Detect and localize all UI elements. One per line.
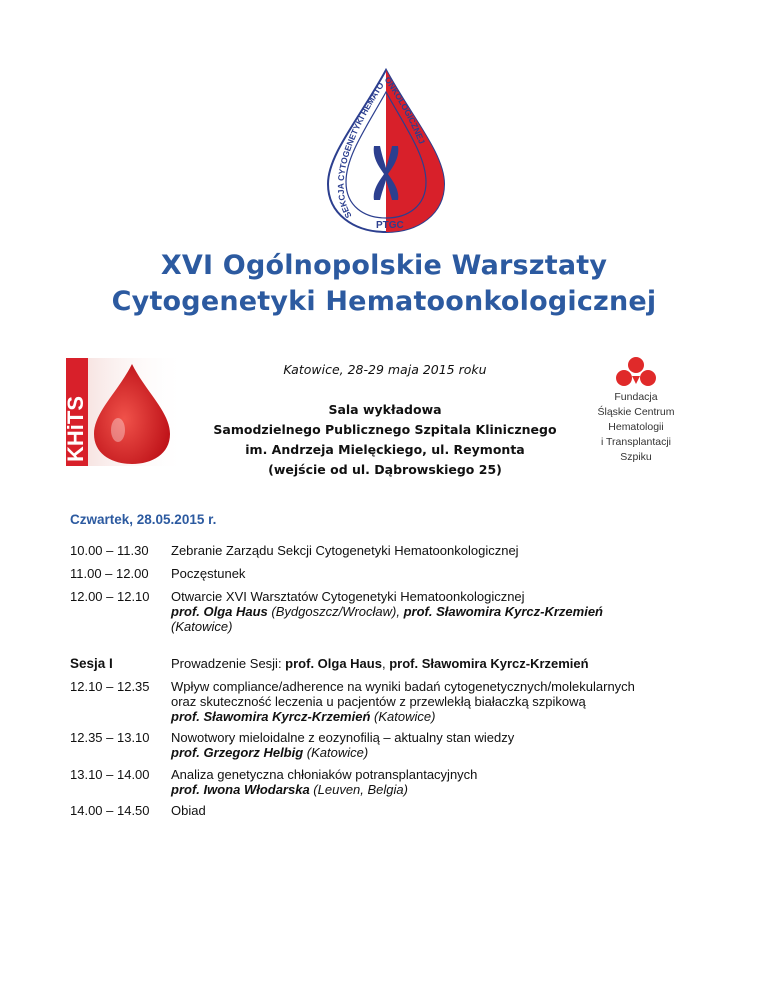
ptgc-text: PTGC: [376, 220, 404, 231]
program-title: Poczęstunek: [171, 566, 246, 581]
program-time: 14.00 – 14.50: [70, 803, 150, 818]
session-chairs: Prowadzenie Sesji: prof. Olga Haus, prof. Sławomira Kyrcz-Krzemień: [171, 656, 589, 671]
khits-text: KHiTS: [63, 396, 88, 462]
logo-ring-text: SEKCJA CYTOGENETYKI HEMATOONKOLOGICZNEJ: [335, 74, 428, 221]
program-speaker: prof. Iwona Włodarska (Leuven, Belgia): [171, 782, 408, 797]
program-title: Obiad: [171, 803, 206, 818]
program-place: (Katowice): [171, 619, 233, 634]
venue-line: Samodzielnego Publicznego Szpitala Klinicznego: [213, 422, 557, 437]
venue-line: im. Andrzeja Mielęckiego, ul. Reymonta: [245, 442, 525, 457]
session-label: Sesja I: [70, 656, 113, 671]
fundacja-name: Fundacja Śląskie Centrum Hematologii i Transplantacji Szpiku: [597, 391, 675, 463]
venue-address: [190, 400, 580, 480]
program-speakers: prof. Olga Haus (Bydgoszcz/Wrocław), prof. Sławomira Kyrcz-Krzemień: [171, 604, 603, 619]
program-time: 13.10 – 14.00: [70, 767, 150, 782]
day-heading: Czwartek, 28.05.2015 r.: [70, 512, 217, 527]
sekcja-cytogenetyki-logo: [322, 66, 450, 234]
program-time: 12.00 – 12.10: [70, 589, 150, 604]
program-title: Otwarcie XVI Warsztatów Cytogenetyki Hematoonkologicznej: [171, 589, 525, 604]
page-title-line1: XVI Ogólnopolskie Warsztaty: [160, 250, 608, 281]
program-speaker: prof. Sławomira Kyrcz-Krzemień (Katowice): [171, 709, 436, 724]
program-time: 12.35 – 13.10: [70, 730, 150, 745]
venue-line: (wejście od ul. Dąbrowskiego 25): [268, 462, 502, 477]
fundacja-logo-icon: [612, 356, 666, 388]
khits-logo: [63, 358, 186, 466]
program-title: Zebranie Zarządu Sekcji Cytogenetyki Hematoonkologicznej: [171, 543, 519, 558]
program-time: 11.00 – 12.00: [70, 566, 149, 581]
page-title-line2: Cytogenetyki Hematoonkologicznej: [111, 286, 657, 317]
program-title: Wpływ compliance/adherence na wyniki badań cytogenetycznych/molekularnych: [171, 679, 635, 694]
program-time: 12.10 – 12.35: [70, 679, 150, 694]
venue-line: Sala wykładowa: [328, 402, 442, 417]
program-title: Analiza genetyczna chłoniaków potransplantacyjnych: [171, 767, 478, 782]
event-date: Katowice, 28-29 maja 2015 roku: [283, 362, 487, 377]
program-title: Nowotwory mieloidalne z eozynofilią – aktualny stan wiedzy: [171, 730, 515, 745]
program-time: 10.00 – 11.30: [70, 543, 149, 558]
program-speaker: prof. Grzegorz Helbig (Katowice): [171, 745, 369, 760]
program-title: oraz skuteczność leczenia u pacjentów z przewlekłą białaczką szpikową: [171, 694, 586, 709]
